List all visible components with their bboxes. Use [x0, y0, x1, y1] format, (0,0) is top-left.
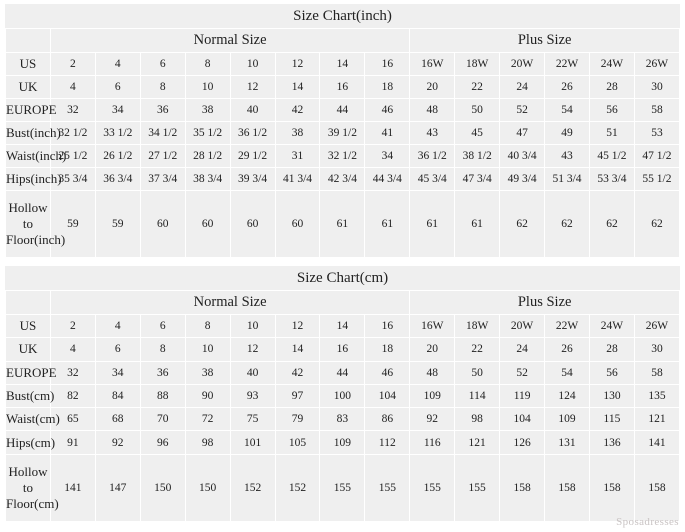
cell: 104	[500, 408, 545, 431]
cell: 18	[365, 338, 410, 361]
cell: 45 1/2	[589, 145, 634, 168]
cell: 34	[95, 361, 140, 384]
cell: 155	[320, 454, 365, 521]
title-row	[6, 4, 680, 29]
cell: 70	[140, 408, 185, 431]
cell: 4	[95, 315, 140, 338]
cell: 60	[275, 191, 320, 258]
row-label: Waist(cm)	[6, 408, 51, 431]
row-label: EUROPE	[6, 361, 51, 384]
row-label: Bust(cm)	[6, 384, 51, 407]
cell: 4	[50, 338, 95, 361]
cell: 18W	[455, 315, 500, 338]
cell: 109	[410, 384, 455, 407]
cell: 141	[634, 431, 679, 454]
cell: 91	[50, 431, 95, 454]
cell: 26	[545, 76, 590, 99]
cell: 28	[589, 338, 634, 361]
cell: 101	[230, 431, 275, 454]
cell: 20	[410, 338, 455, 361]
cell: 14	[275, 338, 320, 361]
cell: 45 3/4	[410, 168, 455, 191]
cell: 92	[95, 431, 140, 454]
cell: 16W	[410, 315, 455, 338]
cell: 121	[634, 408, 679, 431]
cell: 61	[410, 191, 455, 258]
cell: 158	[545, 454, 590, 521]
cell: 45	[455, 122, 500, 145]
cell: 86	[365, 408, 410, 431]
watermark: Sposadresses	[616, 516, 679, 528]
cell: 34	[365, 145, 410, 168]
cell: 51 3/4	[545, 168, 590, 191]
cell: 14	[275, 76, 320, 99]
cell: 16W	[410, 53, 455, 76]
cell: 46	[365, 99, 410, 122]
cell: 34	[95, 99, 140, 122]
cell: 90	[185, 384, 230, 407]
cell: 97	[275, 384, 320, 407]
cell: 38 1/2	[455, 145, 500, 168]
cell: 50	[455, 361, 500, 384]
cell: 42	[275, 361, 320, 384]
cell: 4	[50, 76, 95, 99]
group-header-normal: Normal Size	[50, 291, 409, 315]
cell: 14	[320, 53, 365, 76]
cell: 82	[50, 384, 95, 407]
cell: 114	[455, 384, 500, 407]
chart-title: Size Chart(cm)	[6, 266, 680, 291]
table-row	[6, 53, 680, 76]
cell: 24	[500, 338, 545, 361]
corner-cell	[6, 29, 51, 53]
cell: 61	[455, 191, 500, 258]
cell: 6	[140, 315, 185, 338]
cell: 46	[365, 361, 410, 384]
cell: 24W	[589, 53, 634, 76]
cell: 12	[275, 53, 320, 76]
cell: 41 3/4	[275, 168, 320, 191]
cell: 25 1/2	[50, 145, 95, 168]
cell: 16	[320, 338, 365, 361]
cell: 33 1/2	[95, 122, 140, 145]
group-header-plus: Plus Size	[410, 291, 680, 315]
cell: 38 3/4	[185, 168, 230, 191]
cell: 22W	[545, 315, 590, 338]
cell: 115	[589, 408, 634, 431]
cell: 49	[545, 122, 590, 145]
cell: 147	[95, 454, 140, 521]
cell: 92	[410, 408, 455, 431]
cell: 36	[140, 99, 185, 122]
cell: 10	[230, 315, 275, 338]
size-chart-inch-table	[5, 4, 680, 258]
cell: 47 1/2	[634, 145, 679, 168]
cell: 83	[320, 408, 365, 431]
cell: 56	[589, 99, 634, 122]
size-chart-cm-block	[4, 265, 681, 523]
cell: 36 1/2	[230, 122, 275, 145]
cell: 60	[140, 191, 185, 258]
table-row	[6, 454, 680, 521]
cell: 62	[545, 191, 590, 258]
cell: 43	[545, 145, 590, 168]
cell: 155	[365, 454, 410, 521]
cell: 12	[275, 315, 320, 338]
cell: 20W	[500, 315, 545, 338]
cell: 26W	[634, 53, 679, 76]
cell: 8	[140, 338, 185, 361]
cell: 29 1/2	[230, 145, 275, 168]
cell: 35 3/4	[50, 168, 95, 191]
cell: 16	[365, 315, 410, 338]
cell: 155	[455, 454, 500, 521]
cell: 31	[275, 145, 320, 168]
cell: 65	[50, 408, 95, 431]
cell: 10	[230, 53, 275, 76]
size-chart-cm-table	[5, 266, 680, 522]
cell: 43	[410, 122, 455, 145]
cell: 52	[500, 361, 545, 384]
cell: 98	[455, 408, 500, 431]
cell: 27 1/2	[140, 145, 185, 168]
cell: 41	[365, 122, 410, 145]
cell: 61	[320, 191, 365, 258]
cell: 109	[545, 408, 590, 431]
cell: 26	[545, 338, 590, 361]
cell: 6	[95, 76, 140, 99]
cell: 119	[500, 384, 545, 407]
cell: 150	[140, 454, 185, 521]
row-label: Hips(inch)	[6, 168, 51, 191]
cell: 79	[275, 408, 320, 431]
cell: 10	[185, 76, 230, 99]
row-label: EUROPE	[6, 99, 51, 122]
row-label: Hips(cm)	[6, 431, 51, 454]
table-row	[6, 338, 680, 361]
cell: 152	[275, 454, 320, 521]
table-row	[6, 384, 680, 407]
cell: 60	[230, 191, 275, 258]
row-label: Hollow to Floor(inch)	[6, 191, 51, 258]
cell: 68	[95, 408, 140, 431]
table-row	[6, 361, 680, 384]
cell: 150	[185, 454, 230, 521]
cell: 72	[185, 408, 230, 431]
cell: 22	[455, 338, 500, 361]
cell: 58	[634, 99, 679, 122]
cell: 75	[230, 408, 275, 431]
cell: 51	[589, 122, 634, 145]
row-label: UK	[6, 338, 51, 361]
cell: 62	[634, 191, 679, 258]
table-row	[6, 191, 680, 258]
cell: 58	[634, 361, 679, 384]
cell: 124	[545, 384, 590, 407]
cell: 34 1/2	[140, 122, 185, 145]
cell: 121	[455, 431, 500, 454]
cell: 62	[500, 191, 545, 258]
cell: 88	[140, 384, 185, 407]
cell: 135	[634, 384, 679, 407]
table-row	[6, 431, 680, 454]
cell: 4	[95, 53, 140, 76]
cell: 16	[365, 53, 410, 76]
cell: 14	[320, 315, 365, 338]
cell: 44	[320, 99, 365, 122]
cell: 8	[185, 315, 230, 338]
row-label: US	[6, 53, 51, 76]
chart-title: Size Chart(inch)	[6, 4, 680, 29]
size-chart-inch-body	[6, 4, 680, 258]
cell: 59	[50, 191, 95, 258]
cell: 20W	[500, 53, 545, 76]
cell: 6	[140, 53, 185, 76]
cell: 32	[50, 361, 95, 384]
cell: 38	[275, 122, 320, 145]
cell: 39 1/2	[320, 122, 365, 145]
cell: 158	[589, 454, 634, 521]
cell: 109	[320, 431, 365, 454]
cell: 93	[230, 384, 275, 407]
cell: 12	[230, 338, 275, 361]
cell: 98	[185, 431, 230, 454]
cell: 62	[589, 191, 634, 258]
table-row	[6, 408, 680, 431]
cell: 84	[95, 384, 140, 407]
cell: 38	[185, 361, 230, 384]
table-row	[6, 168, 680, 191]
row-label: Waist(inch)	[6, 145, 51, 168]
cell: 26W	[634, 315, 679, 338]
cell: 112	[365, 431, 410, 454]
cell: 38	[185, 99, 230, 122]
cell: 28	[589, 76, 634, 99]
group-header-plus: Plus Size	[410, 29, 680, 53]
cell: 104	[365, 384, 410, 407]
cell: 60	[185, 191, 230, 258]
cell: 8	[185, 53, 230, 76]
cell: 48	[410, 99, 455, 122]
group-header-row	[6, 29, 680, 53]
cell: 56	[589, 361, 634, 384]
cell: 49 3/4	[500, 168, 545, 191]
cell: 2	[50, 315, 95, 338]
cell: 32 1/2	[320, 145, 365, 168]
cell: 30	[634, 76, 679, 99]
cell: 22W	[545, 53, 590, 76]
cell: 18	[365, 76, 410, 99]
cell: 47	[500, 122, 545, 145]
cell: 20	[410, 76, 455, 99]
cell: 40	[230, 99, 275, 122]
cell: 100	[320, 384, 365, 407]
cell: 40 3/4	[500, 145, 545, 168]
cell: 39 3/4	[230, 168, 275, 191]
cell: 28 1/2	[185, 145, 230, 168]
cell: 105	[275, 431, 320, 454]
cell: 40	[230, 361, 275, 384]
corner-cell	[6, 291, 51, 315]
cell: 48	[410, 361, 455, 384]
cell: 35 1/2	[185, 122, 230, 145]
cell: 18W	[455, 53, 500, 76]
cell: 61	[365, 191, 410, 258]
cell: 6	[95, 338, 140, 361]
cell: 152	[230, 454, 275, 521]
cell: 136	[589, 431, 634, 454]
size-chart-inch-block	[4, 3, 681, 259]
cell: 16	[320, 76, 365, 99]
cell: 44 3/4	[365, 168, 410, 191]
cell: 24W	[589, 315, 634, 338]
cell: 158	[500, 454, 545, 521]
cell: 141	[50, 454, 95, 521]
cell: 42	[275, 99, 320, 122]
cell: 126	[500, 431, 545, 454]
cell: 36 1/2	[410, 145, 455, 168]
cell: 53 3/4	[589, 168, 634, 191]
table-row	[6, 315, 680, 338]
cell: 116	[410, 431, 455, 454]
cell: 50	[455, 99, 500, 122]
cell: 22	[455, 76, 500, 99]
cell: 2	[50, 53, 95, 76]
cell: 53	[634, 122, 679, 145]
cell: 30	[634, 338, 679, 361]
cell: 24	[500, 76, 545, 99]
table-row	[6, 122, 680, 145]
cell: 36	[140, 361, 185, 384]
cell: 130	[589, 384, 634, 407]
cell: 32	[50, 99, 95, 122]
row-label: UK	[6, 76, 51, 99]
row-label: Hollow to Floor(cm)	[6, 454, 51, 521]
cell: 47 3/4	[455, 168, 500, 191]
row-label: US	[6, 315, 51, 338]
title-row	[6, 266, 680, 291]
cell: 26 1/2	[95, 145, 140, 168]
cell: 158	[634, 454, 679, 521]
size-chart-cm-body	[6, 266, 680, 522]
table-row	[6, 145, 680, 168]
cell: 59	[95, 191, 140, 258]
group-header-normal: Normal Size	[50, 29, 409, 53]
cell: 12	[230, 76, 275, 99]
cell: 32 1/2	[50, 122, 95, 145]
cell: 42 3/4	[320, 168, 365, 191]
cell: 131	[545, 431, 590, 454]
size-chart-page	[0, 3, 685, 532]
cell: 54	[545, 99, 590, 122]
cell: 36 3/4	[95, 168, 140, 191]
cell: 96	[140, 431, 185, 454]
cell: 54	[545, 361, 590, 384]
table-row	[6, 99, 680, 122]
cell: 37 3/4	[140, 168, 185, 191]
group-header-row	[6, 291, 680, 315]
table-row	[6, 76, 680, 99]
cell: 155	[410, 454, 455, 521]
cell: 44	[320, 361, 365, 384]
cell: 52	[500, 99, 545, 122]
cell: 8	[140, 76, 185, 99]
row-label: Bust(inch)	[6, 122, 51, 145]
cell: 55 1/2	[634, 168, 679, 191]
cell: 10	[185, 338, 230, 361]
